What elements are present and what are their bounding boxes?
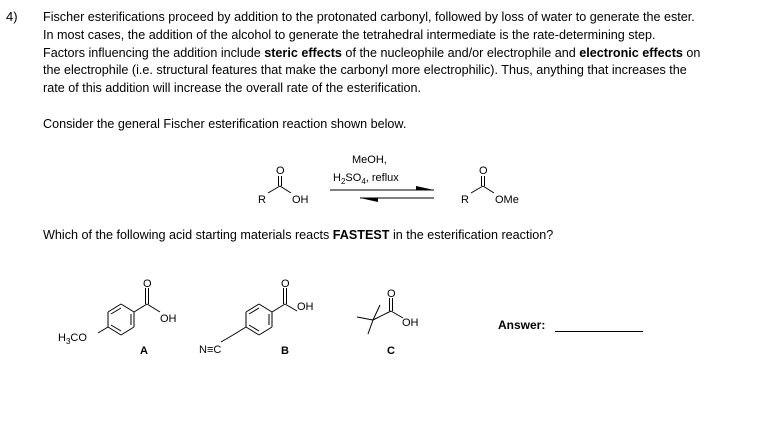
choice-c-oh-label: OH [402,317,419,329]
forward-arrow-head [416,186,434,190]
choice-b-letter: B [281,345,289,357]
paragraph-line-5: rate of this addition will increase the overall rate of the esterification. [43,81,422,96]
fastest-emphasis: FASTEST [332,228,390,242]
reactant-r-label: R [258,194,266,206]
choice-a-substituent: $H_3CO$ [58,332,87,346]
condition-line-2: $H_2SO_4$, reflux [333,172,399,186]
choice-b-substituent: N≡C [199,344,222,356]
product-r-label: R [461,194,469,206]
product-ome-label: OMe [495,194,519,206]
consider-text: Consider the general Fischer esterification reaction shown below. [43,117,407,131]
answer-input-line[interactable] [555,331,643,332]
paragraph-line-3: Factors influencing the addition include steric effects of the nucleophile and/or electrophile and electronic effects on [43,45,701,60]
electronic-effects-emphasis: electronic effects [579,45,683,60]
choice-a-letter: A [140,345,148,357]
reverse-arrow-head [360,198,378,202]
paragraph-line-4: the electrophile (i.e. structural features that make the carbonyl more electrophilic). Thus, anything that increases the [43,63,687,78]
choice-b-oh-label: OH [297,301,314,313]
choice-a-oh-label: OH [160,313,177,325]
question-prompt: Which of the following acid starting materials reacts FASTEST in the esterification reaction? [43,228,554,242]
product-o-label: O [479,165,488,177]
choice-c-o-label: O [387,288,396,300]
paragraph-line-2: In most cases, the addition of the alcohol to generate the tetrahedral intermediate is the rate-determining step. [43,27,656,42]
question-number: 4) [6,9,18,24]
answer-label: Answer: [498,318,546,332]
choice-c-letter: C [387,345,395,357]
steric-effects-emphasis: steric effects [264,45,342,60]
choice-a-o-label: O [143,278,152,290]
reactant-o-label: O [276,165,285,177]
reactant-oh-label: OH [292,194,309,206]
choice-b-o-label: O [281,278,290,290]
condition-line-1: MeOH, [352,154,387,166]
paragraph-line-1: Fischer esterifications proceed by addition to the protonated carbonyl, followed by loss of water to generate the ester. [43,10,695,24]
